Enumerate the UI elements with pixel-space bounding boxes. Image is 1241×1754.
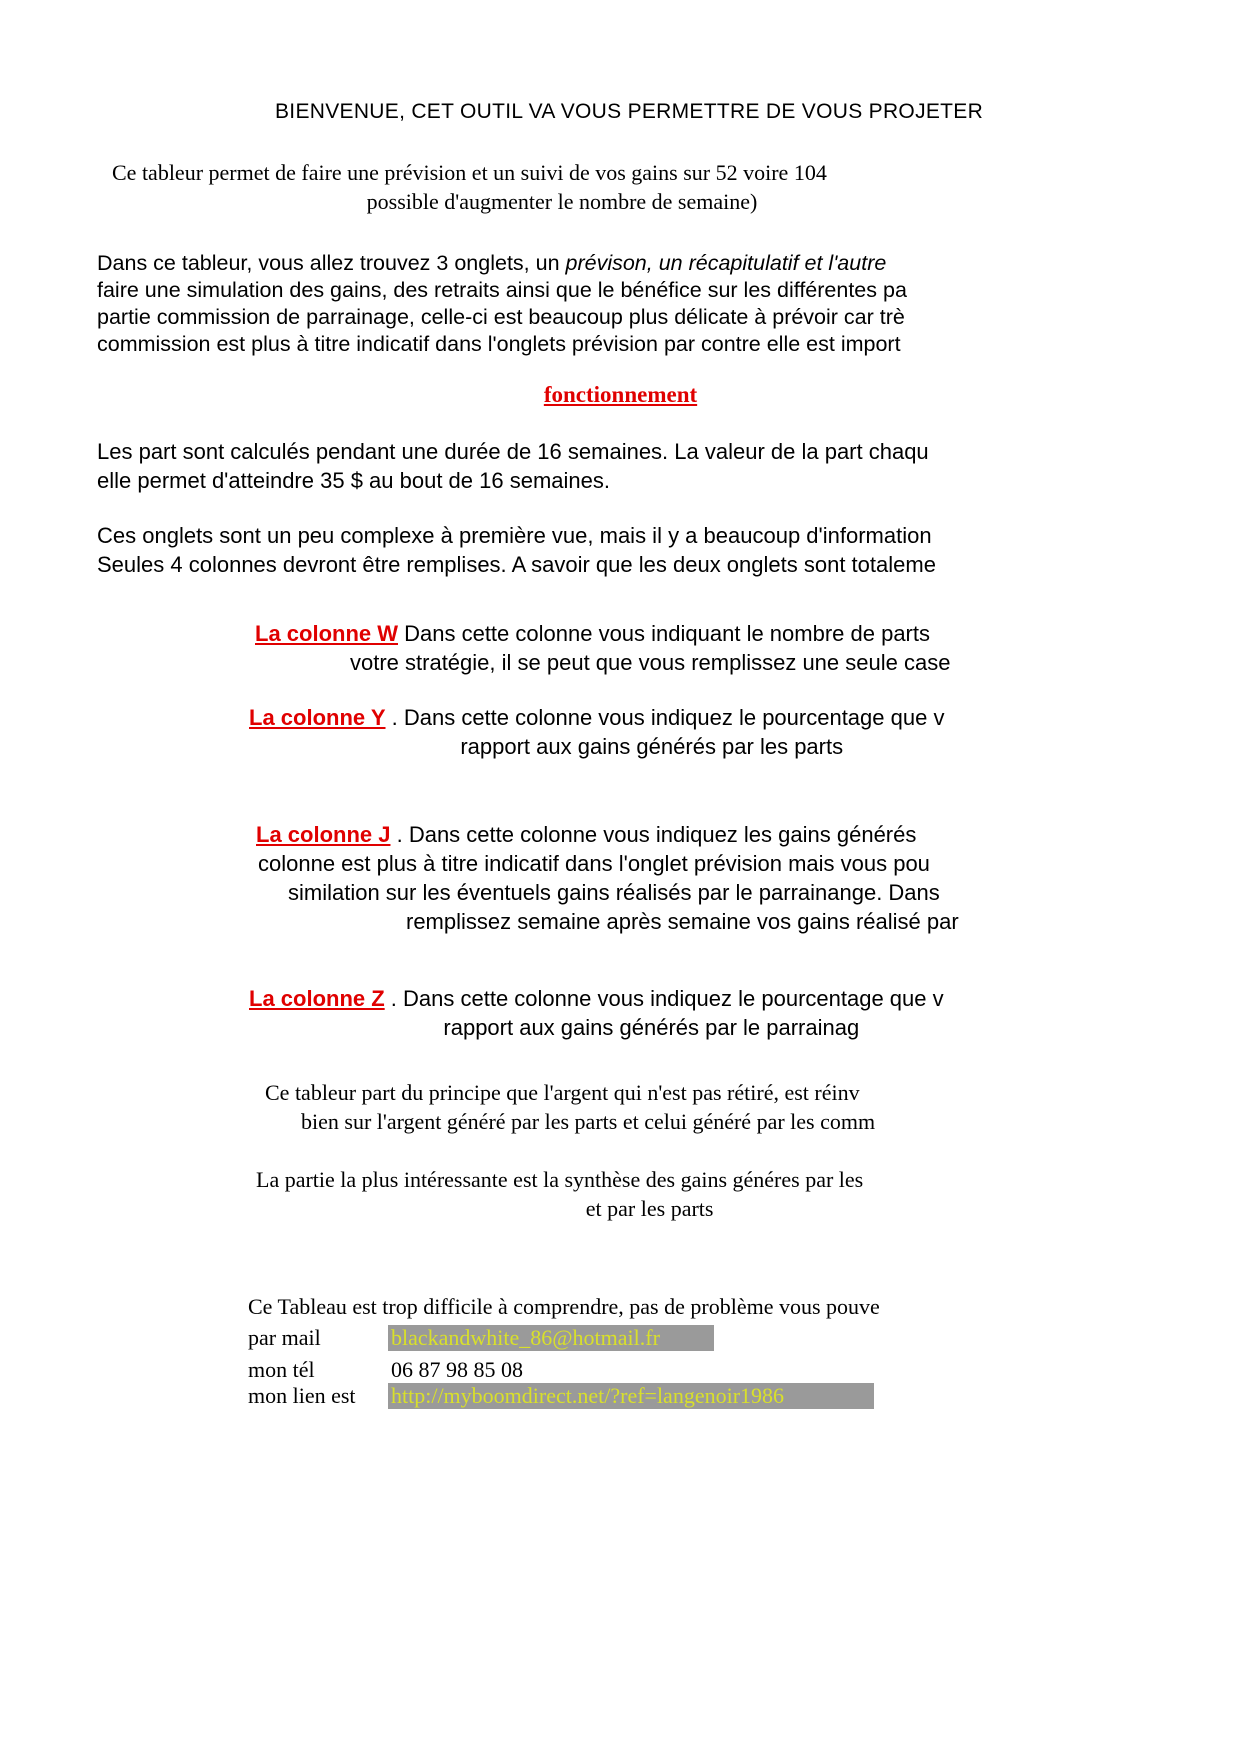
- intro-line-1: Ce tableur permet de faire une prévision et un suivi de vos gains sur 52 voire 104: [112, 160, 827, 185]
- contact-label-mail: par mail: [248, 1325, 321, 1350]
- page-title: BIENVENUE, CET OUTIL VA VOUS PERMETTRE DE VOUS PROJETER: [275, 100, 984, 123]
- column-y-line-1: [249, 703, 944, 732]
- paragraph-synthese-line-1: La partie la plus intéressante est la synthèse des gains généres par les: [256, 1167, 864, 1192]
- column-y-description: [249, 703, 944, 761]
- paragraph-onglets-line-1a: Dans ce tableur, vous allez trouvez 3 onglets, un: [97, 251, 566, 275]
- paragraph-complexite: [97, 521, 936, 579]
- column-j-description: [256, 820, 959, 936]
- column-j-line-3: similation sur les éventuels gains réalisés par le parrainange. Dans: [288, 880, 940, 905]
- section-heading-label: fonctionnement: [543, 382, 698, 407]
- paragraph-onglets-line-2: faire une simulation des gains, des retraits ainsi que le bénéfice sur les différentes pa: [97, 278, 907, 302]
- paragraph-onglets: [97, 250, 907, 358]
- column-z-line-2: rapport aux gains générés par le parrainag: [443, 1015, 860, 1040]
- paragraph-synthese-line-2: et par les parts: [585, 1196, 714, 1221]
- column-w-text-1: Dans cette colonne vous indiquant le nombre de parts: [398, 621, 930, 646]
- column-y-text-1: . Dans cette colonne vous indiquez le pourcentage que v: [385, 705, 945, 730]
- column-j-line-1: [256, 820, 959, 849]
- contact-value-tel: 06 87 98 85 08: [391, 1357, 523, 1382]
- paragraph-synthese: [256, 1165, 863, 1223]
- contact-value-mail[interactable]: blackandwhite_86@hotmail.fr: [388, 1325, 714, 1351]
- paragraph-principe: [265, 1078, 875, 1136]
- column-y-line-2: rapport aux gains générés par les parts: [460, 734, 844, 759]
- contact-row-tel: [248, 1357, 526, 1385]
- paragraph-principe-line-1: Ce tableur part du principe que l'argent qui n'est pas rétiré, est réinv: [265, 1080, 860, 1105]
- column-z-name: La colonne Z: [249, 986, 385, 1011]
- intro-line-2: possible d'augmenter le nombre de semaine): [366, 189, 758, 214]
- paragraph-complexite-line-1: Ces onglets sont un peu complexe à première vue, mais il y a beaucoup d'information: [97, 523, 932, 548]
- paragraph-onglets-line-1b: prévison, un récapitulatif et l'autre: [565, 251, 887, 275]
- column-j-line-2: colonne est plus à titre indicatif dans l'onglet prévision mais vous pou: [258, 851, 930, 876]
- paragraph-parts: [97, 437, 929, 495]
- column-j-text-1: . Dans cette colonne vous indiquez les gains générés: [390, 822, 917, 847]
- paragraph-complexite-line-2: Seules 4 colonnes devront être remplises. A savoir que les deux onglets sont totaleme: [97, 552, 936, 577]
- column-y-name: La colonne Y: [249, 705, 386, 730]
- column-z-text-1: . Dans cette colonne vous indiquez le pourcentage que v: [384, 986, 944, 1011]
- intro-paragraph: [112, 158, 1012, 216]
- paragraph-onglets-line-1: [97, 250, 907, 277]
- paragraph-onglets-line-3: partie commission de parrainage, celle-ci est beaucoup plus délicate à prévoir car trè: [97, 305, 905, 329]
- paragraph-onglets-line-4: commission est plus à titre indicatif dans l'onglets prévision par contre elle est import: [97, 332, 901, 356]
- section-heading-fonctionnement: [0, 380, 1241, 409]
- contact-label-tel: mon tél: [248, 1357, 315, 1382]
- column-z-line-1: [249, 984, 944, 1013]
- column-w-line-1: [255, 619, 950, 648]
- paragraph-parts-line-1: Les part sont calculés pendant une durée de 16 semaines. La valeur de la part chaqu: [97, 439, 929, 464]
- column-z-description: [249, 984, 944, 1042]
- column-j-name: La colonne J: [256, 822, 391, 847]
- contact-value-lien[interactable]: http://myboomdirect.net/?ref=langenoir1986: [388, 1383, 874, 1409]
- column-w-line-2: votre stratégie, il se peut que vous remplissez une seule case: [350, 650, 951, 675]
- contact-label-lien: mon lien est: [248, 1383, 356, 1408]
- contact-row-lien: [248, 1383, 874, 1411]
- paragraph-principe-line-2: bien sur l'argent généré par les parts et celui généré par les comm: [301, 1109, 876, 1134]
- column-w-description: [255, 619, 950, 677]
- column-w-name: La colonne W: [255, 621, 398, 646]
- contact-intro-text: Ce Tableau est trop difficile à comprendre, pas de problème vous pouve: [248, 1294, 880, 1319]
- paragraph-parts-line-2: elle permet d'atteindre 35 $ au bout de 16 semaines.: [97, 468, 610, 493]
- contact-row-mail: [248, 1325, 714, 1353]
- column-j-line-4: remplissez semaine après semaine vos gains réalisé par: [406, 909, 959, 934]
